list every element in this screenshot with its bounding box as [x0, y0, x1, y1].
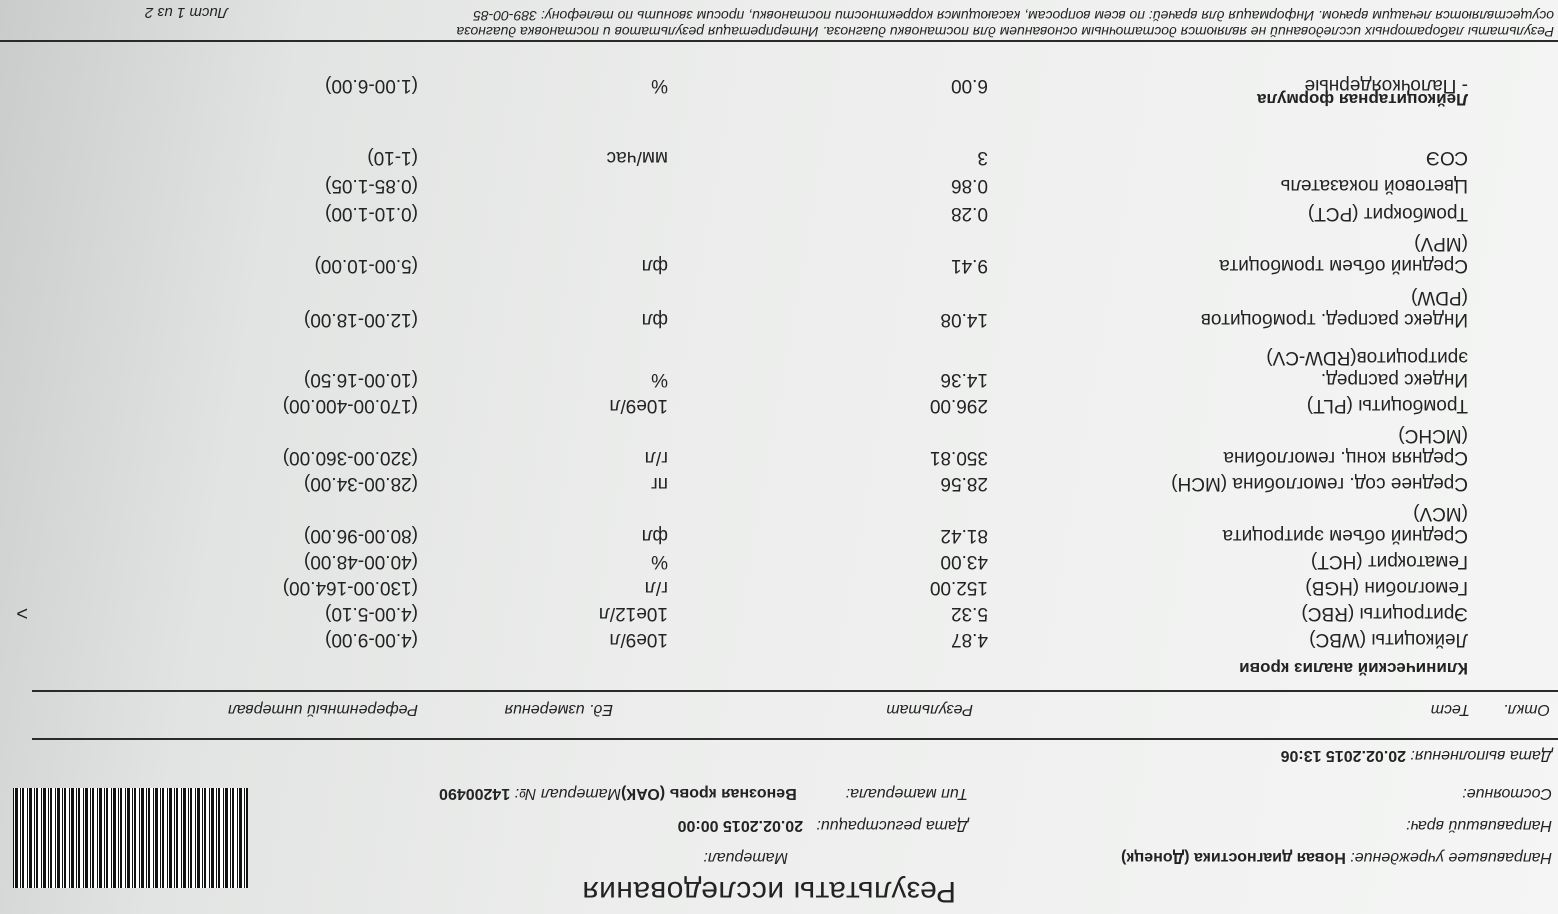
row-result: 9.41 — [951, 255, 988, 276]
row-test-name: Гематокрит (HCT) — [1310, 551, 1468, 572]
footer-rule — [0, 40, 1558, 42]
institution-label: Направившее учреждение: — [1350, 849, 1552, 866]
col-dev: Откл. — [1503, 701, 1550, 718]
row-reference: (1.00-6.00) — [325, 75, 418, 96]
row-test-name: Средний объем эритроцита (MCV) — [1222, 503, 1468, 546]
row-result: 14.36 — [940, 369, 988, 390]
material-type-value: Венозная кровь (ОАК) — [621, 785, 797, 802]
completed-value: 20.02.2015 13:06 — [1280, 747, 1406, 764]
row-reference: (320.00-360.00) — [282, 447, 418, 468]
institution-value: Новая диагностика (Донецк) — [1121, 849, 1346, 866]
material-no-value: 14200490 — [439, 785, 511, 802]
row-reference: (40.00-48.00) — [303, 551, 418, 572]
row-test-name: Индекс распред. эритроцитов(RDW-CV) — [1266, 347, 1468, 390]
row-reference: (0.85-1.05) — [325, 175, 418, 196]
row-reference: (130.00-164.00) — [282, 577, 418, 598]
row-result: 43.00 — [940, 551, 988, 572]
row-result: 0.28 — [951, 203, 988, 224]
col-result: Результат — [886, 701, 973, 718]
row-reference: (170.00-400.00) — [282, 395, 418, 416]
row-unit: фл — [641, 255, 668, 276]
row-result: 14.08 — [940, 309, 988, 330]
section-cbc: Клинический анализ крови — [1239, 659, 1468, 678]
row-test-name: Среднее сод. гемоглобина (MCH) — [1171, 473, 1468, 494]
row-result: 0.86 — [951, 175, 988, 196]
row-test-name: Тромбоциты (PLT) — [1306, 395, 1468, 416]
row-result: 4.87 — [951, 629, 988, 650]
completed-label: Дата выполнения: — [1410, 747, 1552, 764]
row-reference: (10.00-16.50) — [303, 369, 418, 390]
row-test-name: Гемоглобин (HGB) — [1305, 577, 1468, 598]
row-unit: мм/час — [606, 147, 668, 168]
row-reference: (80.00-96.00) — [303, 525, 418, 546]
header-top-rule — [32, 738, 1558, 740]
doctor-label: Направивший врач: — [1406, 817, 1552, 834]
row-test-name: СОЭ — [1426, 147, 1468, 168]
row-unit: 10e12/л — [598, 603, 668, 624]
registration-value: 20.02.2015 00:00 — [677, 817, 804, 834]
row-unit: % — [651, 369, 668, 390]
row-test-name: - Палочкоядерные — [1304, 75, 1468, 96]
row-unit: 10e9/л — [609, 629, 668, 650]
row-reference: (0.10-1.00) — [325, 203, 418, 224]
header-bottom-rule — [32, 690, 1558, 692]
row-test-name: Эритроциты (RBC) — [1301, 603, 1468, 624]
registration-line — [678, 816, 968, 834]
row-reference: (1-10) — [367, 147, 418, 168]
row-unit: % — [651, 551, 668, 572]
row-test-name: Средний объем тромбоцита (MPV) — [1219, 233, 1468, 276]
row-result: 28.56 — [940, 473, 988, 494]
row-result: 3 — [977, 147, 988, 168]
row-unit: пг — [650, 473, 668, 494]
row-reference: (12.00-18.00) — [303, 309, 418, 330]
row-unit: фл — [641, 309, 668, 330]
col-ref: Референтный интервал — [227, 701, 418, 718]
page-number: Лист 1 из 2 — [144, 4, 228, 21]
row-reference: (28.00-34.00) — [303, 473, 418, 494]
col-test: Тест — [1430, 701, 1470, 718]
row-unit: г/л — [644, 577, 668, 598]
material-type-label: Тип материала: — [845, 785, 968, 802]
completed-line — [1281, 746, 1552, 764]
footer-note-2: осуществляются лечащим врачом. Информация для врачей: по всем вопросам, касающимся корректности постановки, просим звонить по телефону: 389-00-85 — [473, 8, 1554, 24]
row-reference: (5.00-10.00) — [314, 255, 418, 276]
barcode — [13, 788, 248, 888]
row-flag: > — [16, 602, 28, 624]
row-result: 5.32 — [951, 603, 988, 624]
row-unit: г/л — [644, 447, 668, 468]
footer-note-1: Результаты лабораторных исследований не являются достаточным основанием для постановки диагноза. Интерпретация результатов и постановка диагноза — [456, 24, 1554, 40]
institution-line — [1121, 848, 1552, 866]
row-reference: (4.00-5.10) — [325, 603, 418, 624]
row-test-name: Индекс распред. тромбоцитов (PDW) — [1200, 287, 1468, 330]
row-result: 350.81 — [929, 447, 988, 468]
row-result: 152.00 — [929, 577, 988, 598]
row-result: 81.42 — [940, 525, 988, 546]
registration-label: Дата регистрации: — [816, 817, 968, 834]
row-test-name: Цветовой показатель — [1280, 175, 1468, 196]
section-formula: Лейкоцитарная формула — [1257, 90, 1468, 109]
material-label: Материал: — [703, 849, 788, 866]
state-label: Состояние: — [1462, 785, 1552, 802]
col-unit: Ед. измерения — [504, 701, 613, 718]
row-unit: фл — [641, 525, 668, 546]
report-title: Результаты исследования — [581, 875, 956, 908]
row-unit: % — [651, 75, 668, 96]
row-result: 296.00 — [929, 395, 988, 416]
row-test-name: Лейкоциты (WBC) — [1309, 629, 1468, 650]
row-test-name: Средняя конц. гемоглобина (MCHC) — [1223, 425, 1468, 468]
row-reference: (4.00-9.00) — [325, 629, 418, 650]
row-test-name: Тромбокрит (PCT) — [1307, 203, 1468, 224]
row-result: 6.00 — [951, 75, 988, 96]
row-unit: 10e9/л — [609, 395, 668, 416]
material-type-line — [439, 784, 968, 802]
material-no-label: Материал №: — [514, 785, 622, 802]
